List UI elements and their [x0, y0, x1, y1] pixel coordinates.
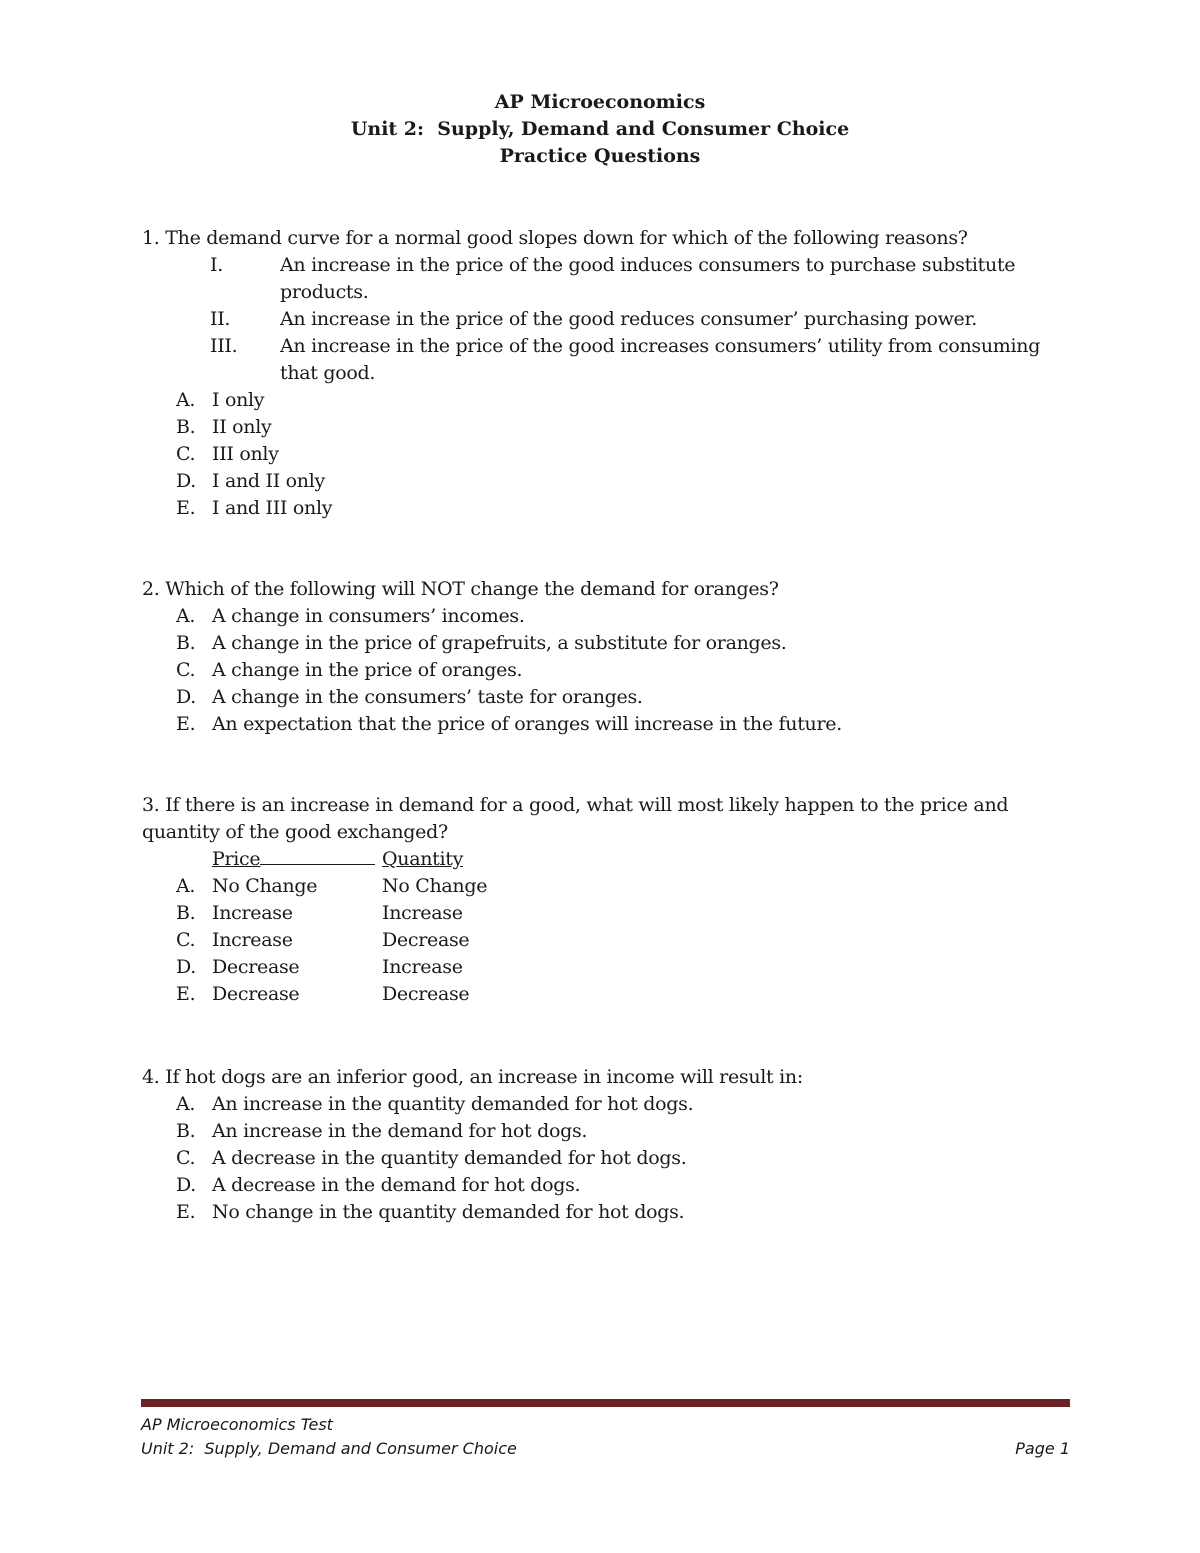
- option-letter: E.: [176, 983, 196, 1005]
- statement-item: [142, 252, 1062, 306]
- option-letter: C.: [176, 929, 196, 951]
- option-price: Decrease: [212, 956, 300, 978]
- answer-option: [142, 684, 1062, 711]
- question-stem: 1. The demand curve for a normal good slopes down for which of the following reasons?: [142, 227, 968, 249]
- option-text: A change in the price of oranges.: [212, 659, 523, 681]
- option-letter: C.: [176, 659, 196, 681]
- question-1: [142, 225, 1062, 522]
- answer-option: [142, 441, 1062, 468]
- option-text: I only: [212, 389, 265, 411]
- option-letter: A.: [176, 875, 196, 897]
- option-text: I and II only: [212, 470, 325, 492]
- price-column-header: Price: [212, 846, 382, 873]
- option-text: A change in consumers’ incomes.: [212, 605, 525, 627]
- footer-test-title: AP Microeconomics Test: [141, 1415, 333, 1434]
- question-4: [142, 1064, 1062, 1226]
- option-letter: D.: [176, 1174, 196, 1196]
- option-quantity: Decrease: [382, 983, 470, 1005]
- option-text: An expectation that the price of oranges will increase in the future.: [212, 713, 842, 735]
- option-letter: C.: [176, 1147, 196, 1169]
- statement-text: An increase in the price of the good reduces consumer’ purchasing power.: [280, 308, 977, 330]
- option-letter: A.: [176, 389, 196, 411]
- option-letter: E.: [176, 1201, 196, 1223]
- statement-number: III.: [210, 335, 238, 357]
- statement-item: [142, 306, 1062, 333]
- option-text: A change in the price of grapefruits, a substitute for oranges.: [212, 632, 787, 654]
- option-letter: D.: [176, 686, 196, 708]
- statement-number: II.: [210, 308, 231, 330]
- answer-option: [142, 468, 1062, 495]
- statement-text: An increase in the price of the good induces consumers to purchase substitute products.: [280, 254, 1016, 303]
- question-3: [142, 792, 1062, 1008]
- option-price: Decrease: [212, 983, 300, 1005]
- option-price: Increase: [212, 929, 293, 951]
- answer-option: [142, 603, 1062, 630]
- answer-table-header: [142, 846, 1062, 873]
- option-text: A decrease in the quantity demanded for hot dogs.: [212, 1147, 687, 1169]
- quantity-column-header: Quantity: [382, 848, 464, 870]
- question-stem: 4. If hot dogs are an inferior good, an increase in income will result in:: [142, 1066, 803, 1088]
- answer-option: [142, 1145, 1062, 1172]
- answer-option: [142, 414, 1062, 441]
- question-stem: 2. Which of the following will NOT change the demand for oranges?: [142, 578, 779, 600]
- footer-divider: [141, 1399, 1070, 1407]
- option-text: I and III only: [212, 497, 333, 519]
- option-text: A decrease in the demand for hot dogs.: [212, 1174, 581, 1196]
- answer-option: [142, 954, 1062, 981]
- page-number: Page 1: [1015, 1439, 1070, 1458]
- option-letter: B.: [176, 902, 196, 924]
- answer-option: [142, 981, 1062, 1008]
- statement-number: I.: [210, 254, 223, 276]
- course-title: AP Microeconomics: [494, 91, 706, 113]
- option-text: No change in the quantity demanded for hot dogs.: [212, 1201, 685, 1223]
- answer-option: [142, 1172, 1062, 1199]
- statement-item: [142, 333, 1062, 387]
- option-quantity: Decrease: [382, 929, 470, 951]
- answer-option: [142, 873, 1062, 900]
- option-letter: A.: [176, 605, 196, 627]
- option-text: An increase in the demand for hot dogs.: [212, 1120, 588, 1142]
- option-letter: E.: [176, 713, 196, 735]
- answer-option: [142, 657, 1062, 684]
- question-2: [142, 576, 1062, 738]
- option-quantity: Increase: [382, 902, 463, 924]
- answer-option: [142, 711, 1062, 738]
- answer-option: [142, 927, 1062, 954]
- option-quantity: No Change: [382, 875, 488, 897]
- answer-option: [142, 1199, 1062, 1226]
- option-letter: E.: [176, 497, 196, 519]
- question-stem: 3. If there is an increase in demand for a good, what will most likely happen to the price and quantity of the good exchanged?: [142, 794, 1009, 843]
- answer-option: [142, 1091, 1062, 1118]
- option-quantity: Increase: [382, 956, 463, 978]
- option-price: No Change: [212, 875, 318, 897]
- option-letter: B.: [176, 416, 196, 438]
- option-letter: D.: [176, 956, 196, 978]
- option-price: Increase: [212, 902, 293, 924]
- option-letter: A.: [176, 1093, 196, 1115]
- option-text: A change in the consumers’ taste for oranges.: [212, 686, 643, 708]
- section-title: Practice Questions: [499, 145, 701, 167]
- option-letter: C.: [176, 443, 196, 465]
- document-header: [0, 89, 1200, 170]
- option-letter: B.: [176, 1120, 196, 1142]
- option-letter: D.: [176, 470, 196, 492]
- option-text: An increase in the quantity demanded for hot dogs.: [212, 1093, 694, 1115]
- answer-option: [142, 900, 1062, 927]
- answer-option: [142, 495, 1062, 522]
- footer-unit-title: Unit 2: Supply, Demand and Consumer Choice: [141, 1439, 517, 1458]
- answer-option: [142, 630, 1062, 657]
- page-footer: [141, 1413, 1070, 1461]
- option-text: II only: [212, 416, 272, 438]
- unit-title: Unit 2: Supply, Demand and Consumer Choice: [350, 118, 850, 140]
- option-text: III only: [212, 443, 279, 465]
- answer-option: [142, 387, 1062, 414]
- answer-option: [142, 1118, 1062, 1145]
- statement-text: An increase in the price of the good increases consumers’ utility from consuming that good.: [280, 335, 1041, 384]
- option-letter: B.: [176, 632, 196, 654]
